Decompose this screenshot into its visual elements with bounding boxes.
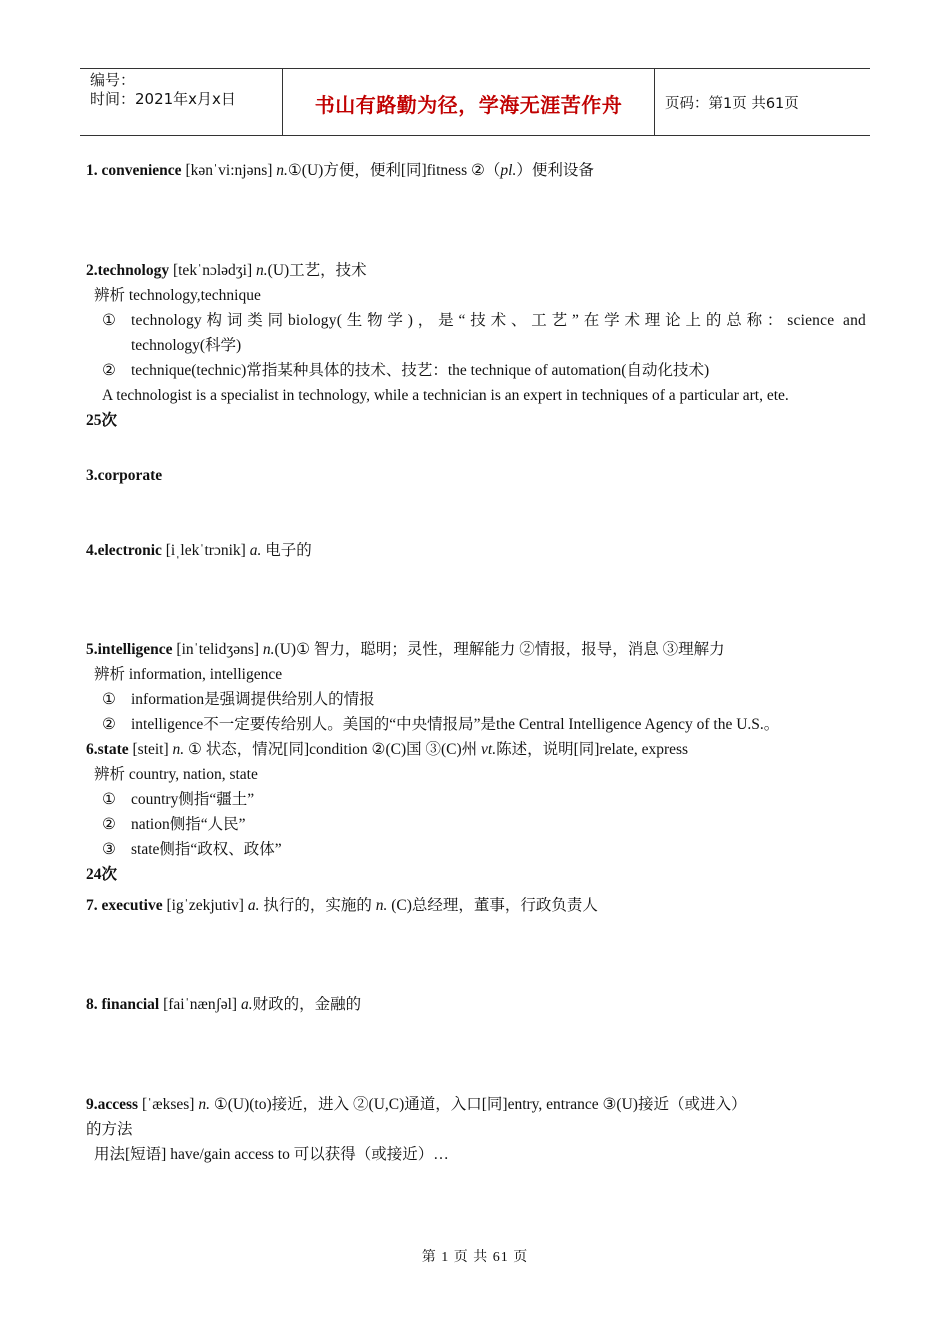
sense-text: information是强调提供给别人的情报 — [131, 691, 375, 708]
sense-item — [86, 712, 866, 737]
part-of-speech: a. — [247, 897, 260, 914]
sense-item — [86, 787, 866, 812]
definition: (U)工艺，技术 — [267, 262, 367, 279]
part-of-speech: n. — [256, 262, 268, 279]
part-of-speech: n. — [172, 741, 185, 758]
part-of-speech: n. — [276, 162, 288, 179]
sense-text: technology构词类同biology(生物学)，是“技术、工艺”在学术理论上的总称：science and — [131, 312, 866, 329]
item-number: ③ — [102, 841, 116, 858]
header-meta — [80, 69, 282, 135]
phonetic: [steit] — [128, 741, 173, 758]
definition: ① 状态，情况[同]condition ②(C)国 ③(C)州 — [184, 741, 482, 758]
definition: 执行的，实施的 — [259, 897, 376, 914]
part-of-speech: n. — [375, 897, 388, 914]
phonetic: [iˌlekˈtrɔnik] — [161, 542, 250, 559]
frequency-count: 25次 — [86, 412, 118, 429]
header-page-number: 页码：第1页 共61页 — [665, 95, 799, 112]
example-sentence: A technologist is a specialist in technology, while a technician is an expert in techniques of a particular art, ete. — [102, 387, 789, 404]
headword: 9.access — [86, 1096, 139, 1113]
definition: 陈述，说明[同]relate, express — [496, 741, 689, 758]
item-number: ① — [102, 691, 116, 708]
phonetic: [tekˈnɔlədʒi] — [169, 262, 257, 279]
phonetic: [igˈzekjutiv] — [162, 897, 248, 914]
item-number: ① — [102, 791, 116, 808]
part-of-speech: a. — [249, 542, 262, 559]
item-number: ② — [102, 816, 116, 833]
item-number: ② — [102, 716, 116, 733]
headword: 4.electronic — [86, 542, 162, 559]
sense-item — [86, 308, 866, 333]
usage-note: 用法[短语] have/gain access to 可以获得（或接近）… — [94, 1146, 449, 1163]
headword: 2.technology — [86, 262, 170, 279]
entry-corporate — [86, 463, 162, 488]
headword: 7. executive — [86, 897, 163, 914]
headword: 1. convenience — [86, 162, 182, 179]
definition: ①(U)方便，便利[同]fitness ②（ — [287, 162, 501, 179]
entry-financial — [86, 992, 361, 1017]
time-label: 时间：2021年x月x日 — [90, 90, 236, 108]
serial-label: 编号： — [90, 71, 136, 89]
item-number: ① — [102, 312, 116, 329]
definition-continued: 的方法 — [86, 1121, 133, 1138]
item-number: ② — [102, 362, 116, 379]
phonetic: [faiˈnænʃəl] — [159, 996, 241, 1013]
sense-text: technique(technic)常指某种具体的技术、技艺：the technique of automation(自动化技术) — [131, 362, 710, 379]
page-header — [80, 68, 870, 136]
entry-access — [86, 1092, 866, 1167]
sense-text-continued: technology(科学) — [131, 337, 242, 354]
sense-text: intelligence不一定要传给别人。美国的“中央情报局”是the Central Intelligence Agency of the U.S.。 — [131, 716, 780, 733]
headword: 5.intelligence — [86, 641, 173, 658]
sense-item — [86, 812, 866, 837]
sense-text: country侧指“疆土” — [131, 791, 255, 808]
headword: 3.corporate — [86, 467, 163, 484]
entry-electronic — [86, 538, 312, 563]
bianxi-note: 辨析 country, nation, state — [94, 766, 258, 783]
plural-marker: pl. — [500, 162, 517, 179]
headword: 8. financial — [86, 996, 160, 1013]
page-footer: 第 1 页 共 61 页 — [421, 1250, 529, 1265]
part-of-speech: n. — [262, 641, 275, 658]
entry-convenience — [86, 158, 594, 183]
frequency-count: 24次 — [86, 866, 118, 883]
definition: (C)总经理，董事，行政负责人 — [387, 897, 598, 914]
definition: (U)① 智力，聪明；灵性，理解能力 ②情报，报导，消息 ③理解力 — [274, 641, 725, 658]
sense-item — [86, 687, 866, 712]
entry-state — [86, 737, 866, 887]
entry-intelligence — [86, 637, 866, 737]
header-motto: 书山有路勤为径，学海无涯苦作舟 — [282, 69, 655, 135]
phonetic: [kənˈvi:njəns] — [181, 162, 277, 179]
phonetic: [inˈtelidʒəns] — [172, 641, 263, 658]
sense-item — [86, 837, 866, 862]
definition: 电子的 — [261, 542, 312, 559]
definition: ）便利设备 — [516, 162, 594, 179]
part-of-speech: n. — [198, 1096, 210, 1113]
entry-technology — [86, 258, 866, 433]
headword: 6.state — [86, 741, 129, 758]
bianxi-note: 辨析 technology,technique — [94, 287, 261, 304]
phonetic: [ˈækses] — [138, 1096, 199, 1113]
bianxi-note: 辨析 information, intelligence — [94, 666, 283, 683]
part-of-speech: a. — [240, 996, 253, 1013]
sense-text: nation侧指“人民” — [131, 816, 246, 833]
definition: 财政的，金融的 — [252, 996, 362, 1013]
part-of-speech: vt. — [481, 741, 497, 758]
sense-text: state侧指“政权、政体” — [131, 841, 282, 858]
sense-item — [86, 358, 866, 383]
definition: ①(U)(to)接近，进入 ②(U,C)通道，入口[同]entry, entrance ③(U)接近（或进入） — [209, 1096, 747, 1113]
entry-executive — [86, 893, 598, 918]
